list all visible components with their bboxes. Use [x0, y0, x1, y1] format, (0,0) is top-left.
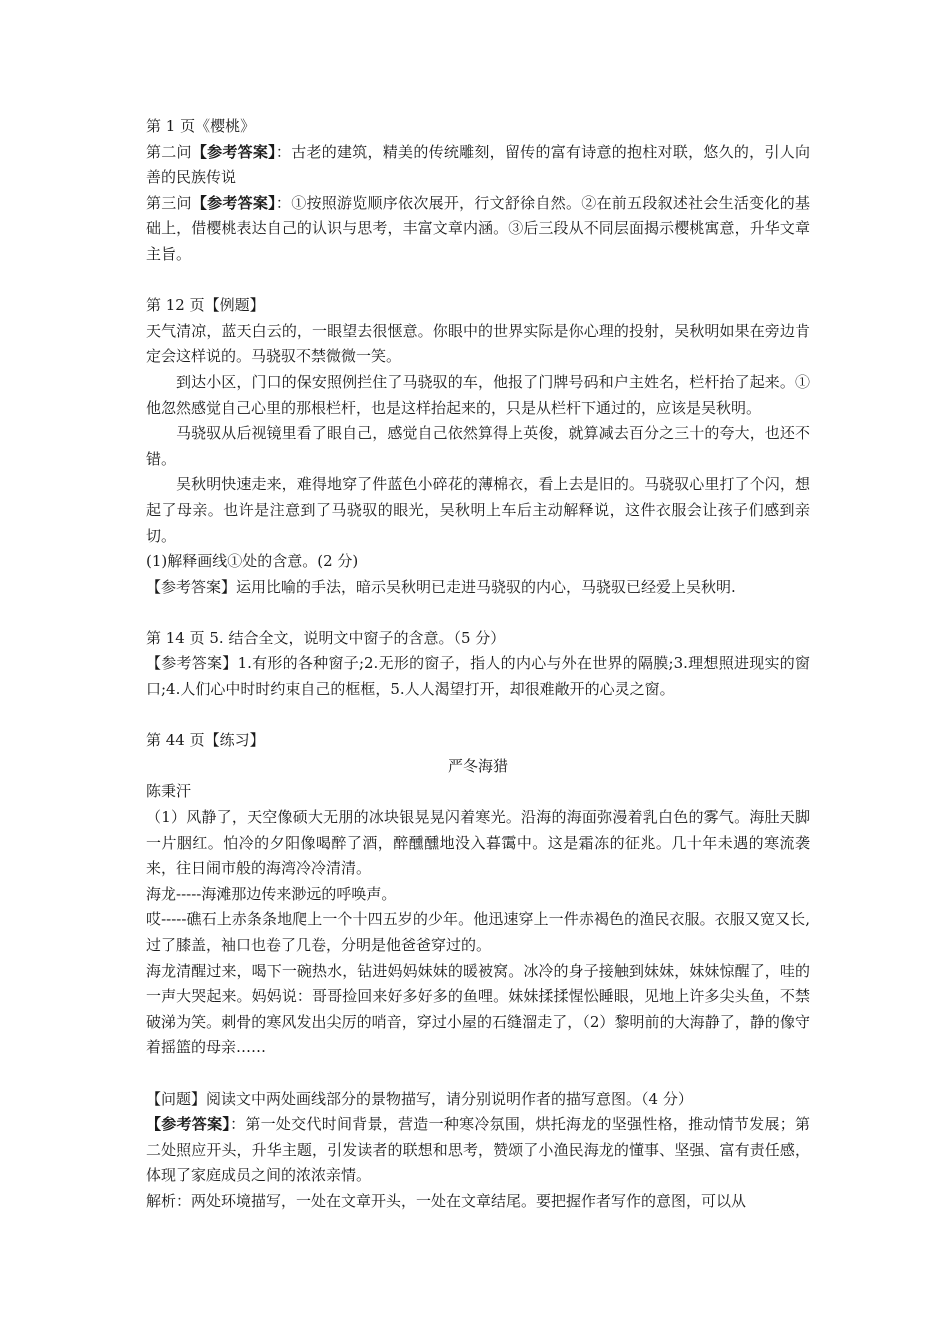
section-3-title: 第 14 页 5. 结合全文，说明文中窗子的含意。（5 分） [146, 628, 506, 647]
section-3-answer: 【参考答案】1.有形的各种窗子;2.无形的窗子，指人的内心与外在世界的隔膜;3.理想照进现实的窗口;4.人们心中时时约束自己的框框，5.人人渴望打开，却很难敞开的心灵之窗。 [146, 654, 810, 699]
q2-answer-text: ：古老的建筑，精美的传统雕刻，留传的富有诗意的抱柱对联，悠久的，引人向善的民族传说 [146, 142, 810, 187]
essay-paragraph-2: 海龙-----海滩那边传来渺远的呼唤声。 [146, 884, 397, 903]
section-2-title: 第 12 页【例题】 [146, 296, 265, 315]
document-page [146, 114, 810, 1215]
section-2-paragraph-4: 吴秋明快速走来，难得地穿了件蓝色小碎花的薄棉衣，看上去是旧的。马骁驭心里打了个闪，想起了母亲。也许是注意到了马骁驭的眼光，吴秋明上车后主动解释说，这件衣服会让孩子们感到亲切。 [146, 475, 810, 545]
section-1-title: 第 1 页《樱桃》 [146, 117, 256, 135]
essay-paragraph-4: 海龙清醒过来，喝下一碗热水，钻进妈妈妹妹的暖被窝。冰冷的身子接触到妹妹，妹妹惊醒了，哇的一声大哭起来。妈妈说：哥哥捡回来好多好多的鱼哩。妹妹揉揉惺忪睡眼，见地上许多尖头鱼，不禁破涕为笑。刺骨的寒风发出尖厉的哨音，穿过小屋的石缝溜走了，（2）黎明前的大海静了，静的像守着摇篮的母亲…… [146, 961, 810, 1057]
q3-prefix: 第三问 [146, 193, 192, 212]
spacer [146, 268, 810, 294]
section-2-paragraph-3: 马骁驭从后视镜里看了眼自己，感觉自己依然算得上英俊，就算减去百分之三十的夸大，也还不错。 [146, 424, 810, 468]
section-2-question: (1)解释画线①处的含意。(2 分) [146, 552, 359, 571]
section-4-analysis: 解析：两处环境描写，一处在文章开头，一处在文章结尾。要把握作者写作的意图，可以从 [146, 1191, 747, 1210]
section-4-answer-label: 【参考答案】 [146, 1115, 231, 1134]
section-1-q3 [146, 191, 810, 268]
section-1-q2 [146, 140, 810, 191]
essay-author: 陈秉汗 [146, 782, 192, 801]
essay-paragraph-3: 哎-----礁石上赤条条地爬上一个十四五岁的少年。他迅速穿上一件赤褐色的渔民衣服。衣服又宽又长,过了膝盖，袖口也卷了几卷，分明是他爸爸穿过的。 [146, 910, 810, 954]
spacer [146, 703, 810, 729]
essay-paragraph-1: （1）风静了，天空像硕大无朋的冰块银晃晃闪着寒光。沿海的海面弥漫着乳白色的雾气。海肚天脚一片胭红。怕冷的夕阳像喝醉了酒，醉醺醺地没入暮霭中。这是霜冻的征兆。几十年未遇的寒流袭来，往日闹市般的海湾冷冷清清。 [146, 808, 810, 878]
q3-answer-text: ：①按照游览顺序依次展开，行文舒徐自然。②在前五段叙述社会生活变化的基础上，借樱桃表达自己的认识与思考，丰富文章内涵。③后三段从不同层面揭示樱桃寓意，升华文章主旨。 [146, 193, 810, 263]
essay-title: 严冬海猎 [447, 756, 508, 775]
section-4-title: 第 44 页【练习】 [146, 731, 265, 750]
section-2-paragraph-1: 天气清凉，蓝天白云的，一眼望去很惬意。你眼中的世界实际是你心理的投射，吴秋明如果在旁边肯定会这样说的。马骁驭不禁微微一笑。 [146, 321, 810, 366]
q2-answer-label: 【参考答案】 [191, 142, 276, 161]
q3-answer-label: 【参考答案】 [191, 193, 276, 212]
spacer [146, 600, 810, 626]
q2-prefix: 第二问 [146, 142, 192, 161]
section-4-answer [146, 1112, 810, 1189]
spacer [146, 1061, 810, 1087]
section-4-answer-text: ：第一处交代时间背景，营造一种寒冷氛围，烘托海龙的坚强性格，推动情节发展；第二处照应开头，升华主题，引发读者的联想和思考，赞颂了小渔民海龙的懂事、坚强、富有责任感，体现了家庭成员之间的浓浓亲情。 [146, 1115, 810, 1185]
section-2-answer: 【参考答案】运用比喻的手法，暗示吴秋明已走进马骁驭的内心，马骁驭已经爱上吴秋明. [146, 577, 736, 596]
section-2-paragraph-2: 到达小区，门口的保安照例拦住了马骁驭的车，他报了门牌号码和户主姓名，栏杆抬了起来。①他忽然感觉自己心里的那根栏杆，也是这样抬起来的，只是从栏杆下通过的，应该是吴秋明。 [146, 372, 810, 417]
section-4-question: 【问题】阅读文中两处画线部分的景物描写，请分别说明作者的描写意图。（4 分） [146, 1089, 693, 1108]
